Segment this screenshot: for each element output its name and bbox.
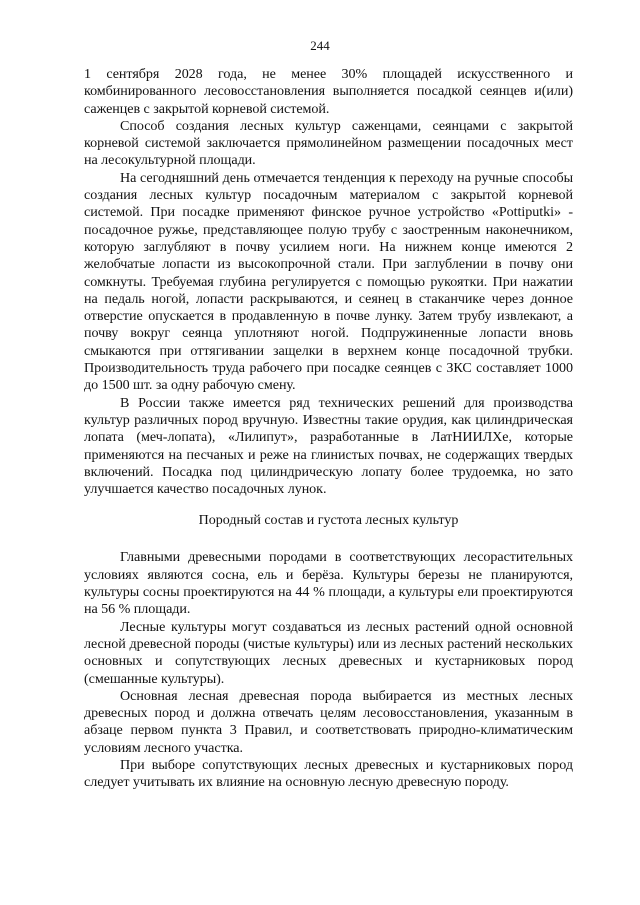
section-heading: Породный состав и густота лесных культур — [198, 513, 459, 529]
paragraph-main-species-choice: Основная лесная древесная порода выбирается из местных лесных древесных пород и должна отвечать целям лесовосстановления, указанным в абзаце первом пункта 3 Правил, и соответствовать природно-климатическим условиям лесного участка. — [84, 687, 573, 756]
document-body — [84, 66, 573, 792]
page-number: 244 — [310, 38, 330, 53]
paragraph-pottiputki: На сегодняшний день отмечается тенденция к переходу на ручные способы создания лесных культур посадочным материалом с закрытой корневой системой. При посадке применяют финское ручное устройство «Pottiputki» - посадочное ружье, представляющее полую трубу с заостренным наконечником, которую заглубляют в почву усилием ноги. На нижнем конце имеются 2 желобчатые лопасти из высокопрочной стали. При заглублении в почву они сомкнуты. Требуемая глубина регулируется с помощью рукоятки. При нажатии на педаль ногой, лопасти раскрываются, и сеянец в стаканчике через донное отверстие опускается в продавленную в почве лунку. Затем трубу извлекают, а почву вокруг сеянца уплотняют ногой. Подпружиненные лопасти вновь смыкаются при оттягивании защелки в верхнем конце посадочной трубки. Производительность труда рабочего при посадке сеянцев с ЗКС составляет 1000 до 1500 шт. за одну рабочую смену. — [84, 169, 573, 394]
paragraph-continued: 1 сентября 2028 года, не менее 30% площадей искусственного и комбинированного лесовосстановления выполняется посадкой сеянцев и(или) саженцев с закрытой корневой системой. — [84, 66, 573, 117]
paragraph-russia-tools: В России также имеется ряд технических решений для производства культур различных пород вручную. Известны такие орудия, как цилиндрическая лопата (меч-лопата), «Лилипут», разработанные в ЛатНИИЛХе, которые применяются на песчаных и реже на глинистых почвах, не содержащих твердых включений. Посадка под цилиндрическую лопату более трудоемка, но зато улучшается качество посадочных лунок. — [84, 394, 573, 498]
paragraph-main-species: Главными древесными породами в соответствующих лесорастительных условиях являются сосна, ель и берёза. Культуры березы не планируются, культуры сосны проектируются на 44 % площади, а культуры ели проектируются на 56 % площади. — [84, 549, 573, 618]
section-body — [84, 549, 573, 791]
paragraph-method: Способ создания лесных культур саженцами, сеянцами с закрытой корневой системой заключается прямолинейном размещении посадочных мест на лесокультурной площади. — [84, 117, 573, 169]
paragraph-companion-species: При выборе сопутствующих лесных древесных и кустарниковых пород следует учитывать их влияние на основную лесную древесную породу. — [84, 756, 573, 791]
paragraph-pure-mixed: Лесные культуры могут создаваться из лесных растений одной основной лесной древесной породы (чистые культуры) или из лесных растений нескольких основных и сопутствующих лесных древесных и кустарниковых пород (смешанные культуры). — [84, 618, 573, 687]
